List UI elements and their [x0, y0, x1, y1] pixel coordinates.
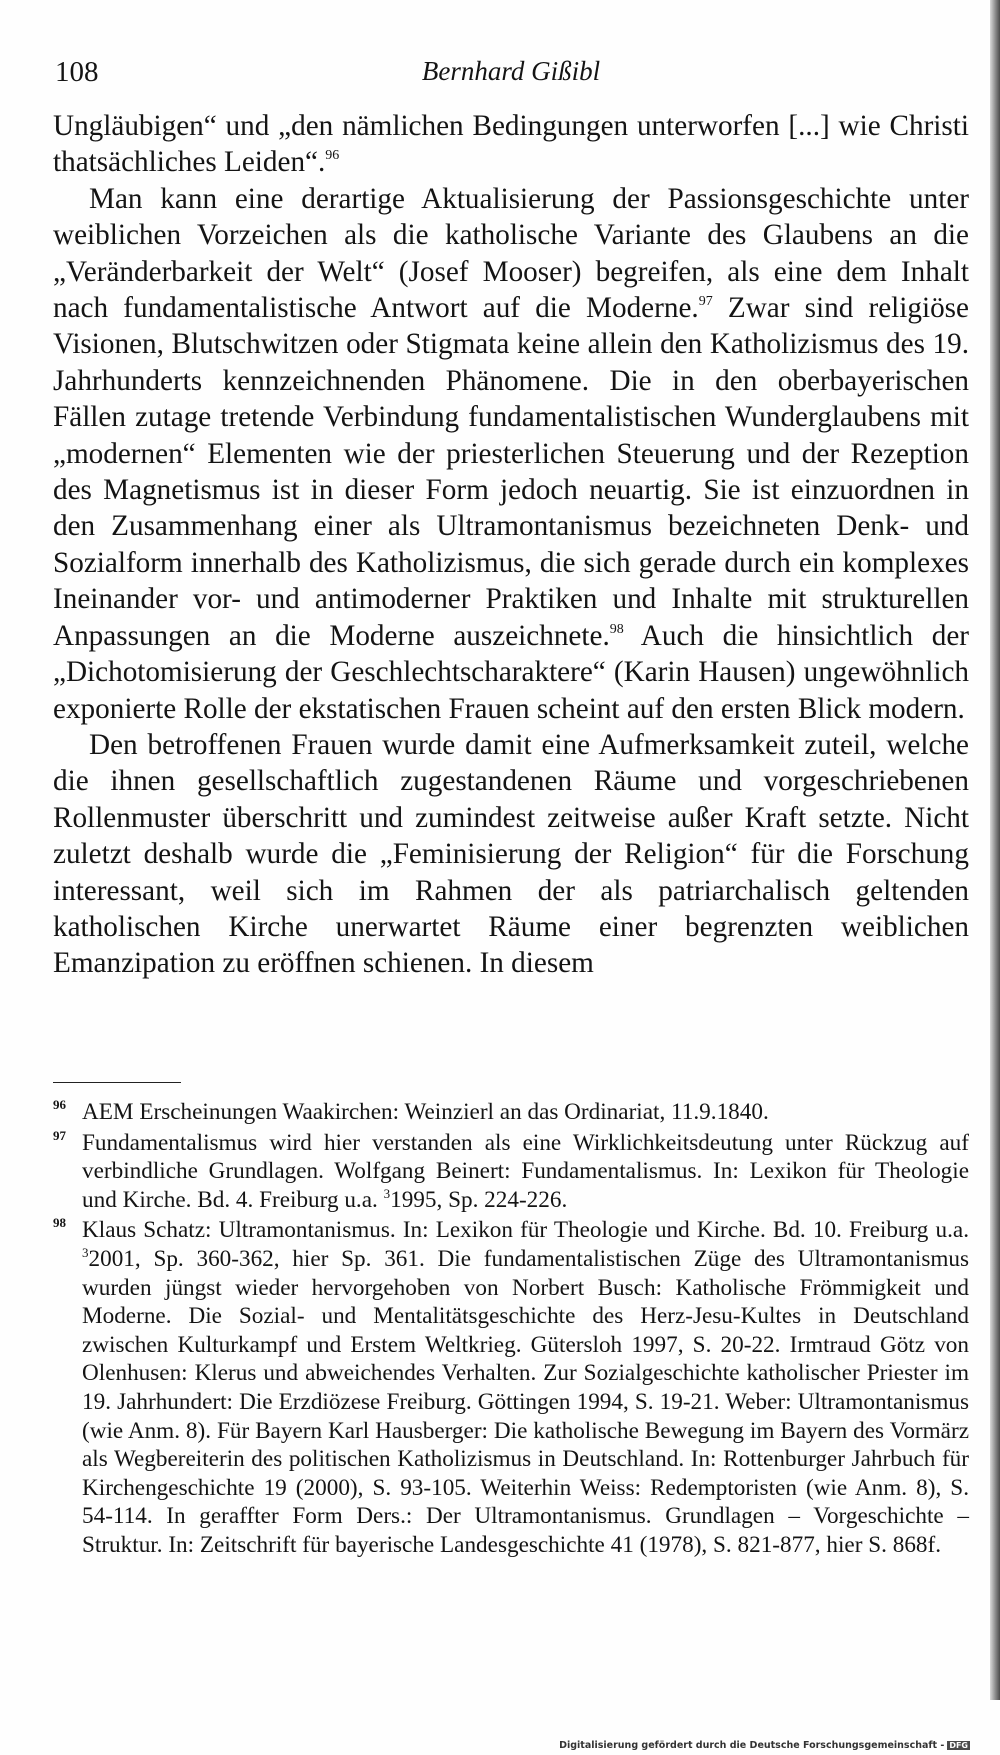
footnote-text: 1995, Sp. 224-226.	[390, 1186, 568, 1213]
footnote-number: 97	[53, 1127, 66, 1143]
running-head-author: Bernhard Gißibl	[421, 56, 601, 86]
paragraph-2-text-a: Man kann eine derartige Aktualisierung der Passionsgeschichte unter weiblichen Vorzeichen als die katholische Variante des Glaubens an die „Veränderbarkeit der Welt“ (Josef Mooser) begreifen, als eine dem Inhalt nach fundamentalistische Antwort auf die Moderne.	[53, 182, 969, 325]
footnote-ref-97[interactable]: 97	[698, 294, 713, 310]
credit-text: Digitalisierung gefördert durch die Deutsche Forschungsgemeinschaft -	[559, 1740, 945, 1751]
scan-binding-edge	[990, 0, 1000, 1700]
main-text	[53, 108, 969, 982]
edition-superscript: 3	[383, 1185, 391, 1201]
footnote-ref-98[interactable]: 98	[609, 621, 624, 637]
page-header	[55, 56, 967, 96]
edition-superscript: 3	[82, 1244, 89, 1260]
footnote-text: 2001, Sp. 360-362, hier Sp. 361. Die fundamentalistischen Züge des Ultramontanismus wurden jüngst wieder hervorgehoben von Norbert Busch: Katholische Frömmigkeit und Moderne. Die Sozial- und Mentalitätsgeschichte des Herz-Jesu-Kultes in Deutschland zwischen Kulturkampf und Erstem Weltkrieg. Gütersloh 1997, S. 20-22. Irmtraud Götz von Olenhusen: Klerus und abweichendes Verhalten. Zur Sozialgeschichte katholischer Priester im 19. Jahrhundert: Die Erzdiözese Freiburg. Göttingen 1994, S. 19-21. Weber: Ultramontanismus (wie Anm. 8). Für Bayern Karl Hausberger: Die katholische Bewegung im Bayern des Vormärz als Wegbereiterin des politischen Katholizismus in Deutschland. In: Rottenburger Jahrbuch für Kirchengeschichte 19 (2000), S. 93-105. Weiterhin Weiss: Redemptoristen (wie Anm. 8), S. 54-114. In geraffter Form Ders.: Der Ultramontanismus. Grundlagen – Vorgeschichte – Struktur. In: Zeitschrift für bayerische Landesgeschichte 41 (1978), S. 821-877, hier S. 868f.	[82, 1245, 969, 1558]
paragraph-2-text-b: Zwar sind religiöse Visionen, Blutschwitzen oder Stigmata keine allein den Katholizismus des 19. Jahrhunderts kennzeichnenden Phänomene. Die in den oberbayerischen Fällen zutage tretende Verbindung fundamentalistischen Wunderglaubens mit „modernen“ Elementen wie der priesterlichen Steuerung und der Rezeption des Magnetismus ist in dieser Form jedoch neuartig. Sie ist einzuordnen in den Zusammenhang einer als Ultramontanismus bezeichneten Denk- und Sozialform innerhalb des Katholizismus, die sich gerade durch ein komplexes Ineinander vor- und antimoderner Praktiken und Inhalte mit strukturellen Anpassungen an die Moderne auszeichnete.	[53, 292, 969, 652]
paragraph-3-text: Den betroffenen Frauen wurde damit eine Aufmerksamkeit zuteil, welche die ihnen gesellschaftlich zugestandenen Räume und vorgeschriebenen Rollenmuster überschritt und zumindest zeitweise außer Kraft setzte. Nicht zuletzt deshalb wurde die „Feminisierung der Religion“ für die Forschung interessant, weil sich im Rahmen der als patriarchalisch geltenden katholischen Kirche unerwartet Räume einer begrenzten weiblichen Emanzipation zu eröffnen schienen. In diesem	[53, 728, 969, 980]
page-number: 108	[55, 56, 99, 88]
digitization-credit	[559, 1740, 970, 1751]
footnote-text: Klaus Schatz: Ultramontanismus. In: Lexikon für Theologie und Kirche. Bd. 10. Freiburg u.a.	[82, 1217, 969, 1244]
paragraph-2	[53, 181, 969, 727]
footnote-number: 98	[53, 1215, 66, 1231]
footnote-97	[53, 1129, 969, 1215]
footnote-number: 96	[53, 1097, 66, 1112]
paragraph-3	[53, 727, 969, 982]
paragraph-1-text: Ungläubigen“ und „den nämlichen Bedingungen unterworfen [...] wie Christi thatsächliches Leiden“.	[53, 110, 969, 179]
footnote-98	[53, 1216, 969, 1559]
footnotes	[53, 1098, 969, 1562]
footnote-text: AEM Erscheinungen Waakirchen: Weinzierl an das Ordinariat, 11.9.1840.	[82, 1099, 769, 1125]
paragraph-2-text-c: Auch die hinsichtlich der „Dichotomisierung der Geschlechtscharaktere“ (Karin Hausen) ungewöhnlich exponierte Rolle der ekstatischen Frauen scheint auf den ersten Blick modern.	[53, 619, 969, 725]
paragraph-1	[53, 108, 969, 181]
footnote-ref-96[interactable]: 96	[325, 148, 340, 164]
footnote-text: Fundamentalismus wird hier verstanden als eine Wirklichkeitsdeutung unter Rückzug auf verbindliche Grundlagen. Wolfgang Beinert: Fundamentalismus. In: Lexikon für Theologie und Kirche. Bd. 4. Freiburg u.a.	[82, 1129, 969, 1213]
dfg-logo: DFG	[949, 1741, 968, 1750]
footnote-96	[53, 1098, 969, 1127]
footnote-divider	[53, 1082, 181, 1083]
